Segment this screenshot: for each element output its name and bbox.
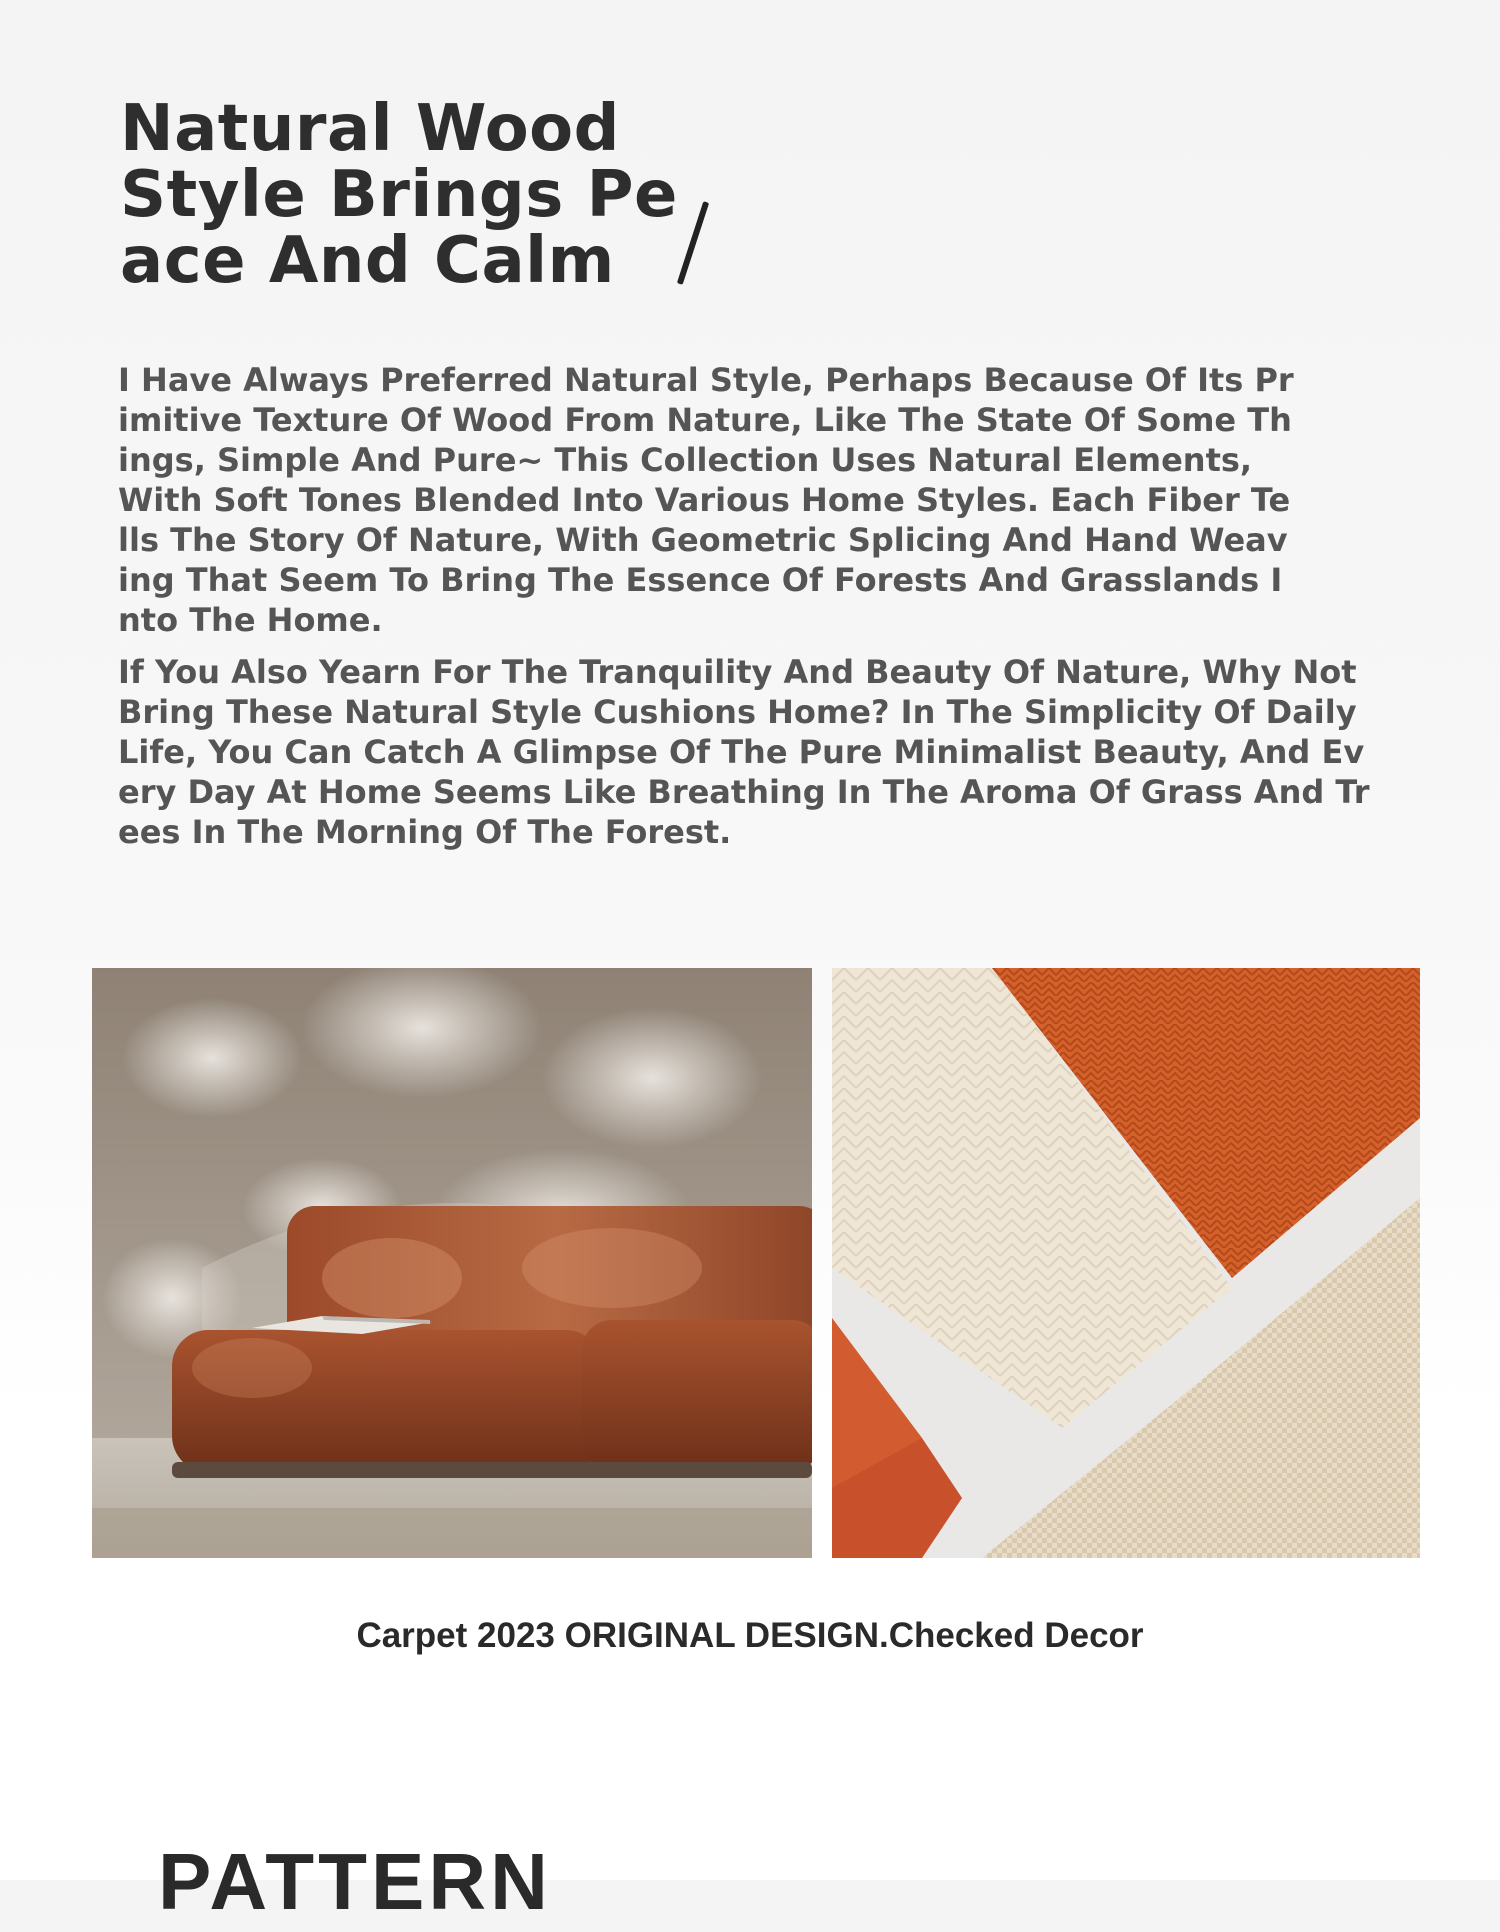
collection-caption: Carpet 2023 ORIGINAL DESIGN.Checked Decor	[356, 1616, 1144, 1655]
fabric-swatches-photo	[832, 968, 1420, 1558]
sofa-photo	[92, 968, 812, 1558]
pattern-section-title: PATTERN	[158, 1837, 552, 1926]
slash-decoration	[677, 201, 709, 285]
article-headline: Natural Wood Style Brings Peace And Calm	[120, 92, 678, 298]
invitation-paragraph: If You Also Yearn For The Tranquility And Beauty Of Nature, Why Not Bring These Natural Style Cushions Home? In The Simplicity Of Daily Life, You Can Catch A Glimpse Of The Pure Minimalist Beauty, And Every Day At Home Seems Like Breathing In The Aroma Of Grass And Trees In The Morning Of The Forest.	[118, 653, 1370, 851]
intro-paragraph: I Have Always Preferred Natural Style, Perhaps Because Of Its Primitive Texture Of Wood From Nature, Like The State Of Some Things, Simple And Pure~ This Collection Uses Natural Elements, With Soft Tones Blended Into Various Home Styles. Each Fiber Tells The Story Of Nature, With Geometric Splicing And Hand Weaving That Seem To Bring The Essence Of Forests And Grasslands Into The Home.	[118, 361, 1294, 639]
